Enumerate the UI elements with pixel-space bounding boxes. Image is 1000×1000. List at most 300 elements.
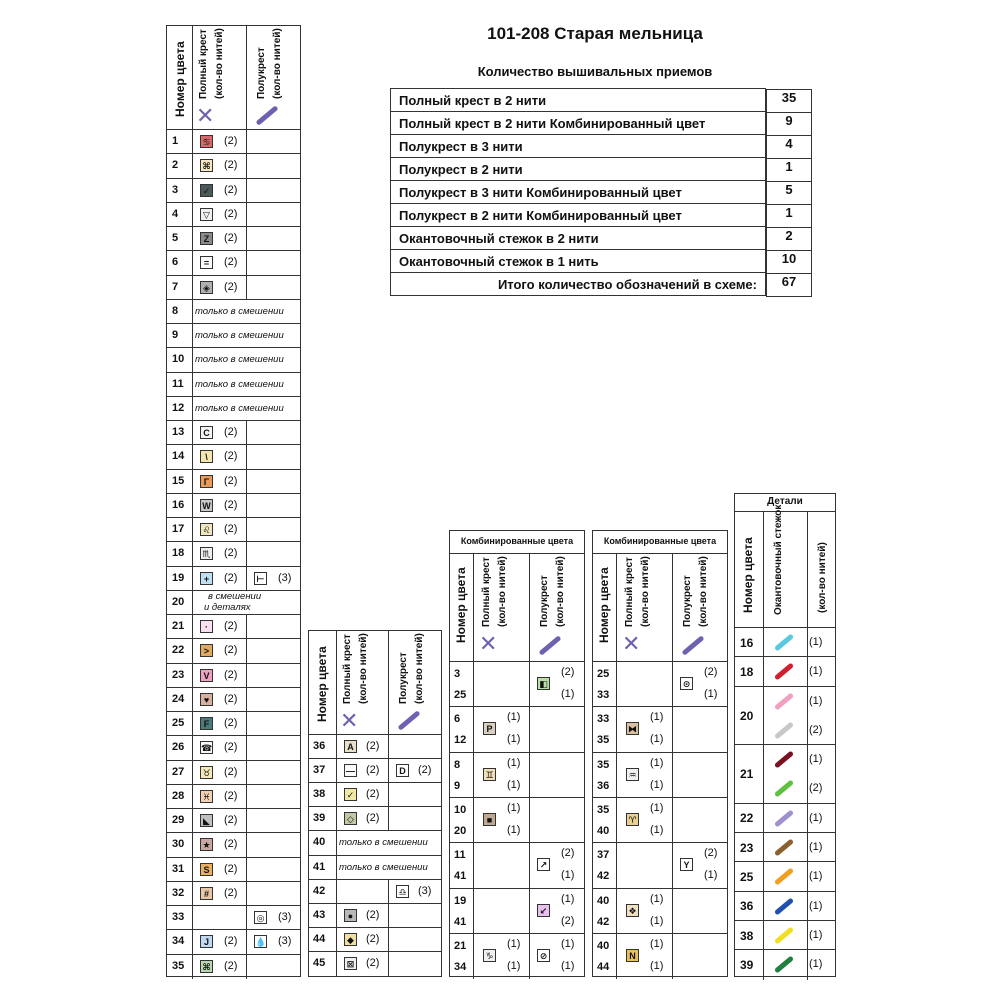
color-number: 32 — [172, 886, 185, 899]
thread-count: (2) — [224, 232, 238, 244]
stitch-symbol: ◈ — [200, 281, 213, 294]
cell-divider — [246, 276, 247, 300]
table-row — [167, 760, 300, 785]
thread-count: (1) — [809, 958, 823, 971]
thread-count: (2) — [224, 717, 238, 729]
cell-divider — [473, 889, 474, 934]
summary-value: 10 — [766, 250, 812, 274]
table-row — [593, 888, 727, 934]
stitch-symbol: ◆ — [344, 933, 357, 946]
table-row — [167, 687, 300, 712]
header-full-cross: Полный крест — [342, 634, 353, 704]
header-threads: (кол-во нитей) — [817, 542, 828, 613]
stitch-symbol: Γ — [200, 475, 213, 488]
cell-divider — [336, 856, 337, 880]
cell-divider — [246, 955, 247, 979]
thread-count: (2) — [224, 207, 238, 220]
stitch-symbol: P — [483, 722, 496, 735]
cell-divider — [336, 807, 337, 831]
table-row — [593, 752, 727, 798]
thread-count: (1) — [507, 756, 521, 769]
cell-divider — [192, 833, 193, 857]
thread-count: (2) — [366, 788, 380, 801]
half-cross-icon — [397, 710, 420, 731]
thread-count: (2) — [224, 789, 238, 802]
full-cross-icon: ✕ — [196, 103, 215, 128]
color-number: 40 — [597, 939, 610, 952]
only-mix-label: только в смешении — [195, 378, 284, 390]
color-number: 25 — [597, 668, 610, 680]
table-row — [167, 566, 300, 591]
thread-count: (2) — [224, 450, 238, 463]
cell-divider — [473, 662, 474, 707]
stitch-symbol: ♉ — [200, 766, 213, 779]
cell-divider — [529, 934, 530, 979]
border-stitch-line — [774, 634, 794, 652]
thread-count: (1) — [507, 959, 521, 972]
cell-divider — [192, 130, 193, 154]
table-row — [167, 469, 300, 494]
cell-divider — [388, 928, 389, 952]
cell-divider — [763, 921, 764, 950]
stitch-symbol: ⧓ — [628, 724, 637, 735]
thread-count: (1) — [561, 959, 575, 972]
color-number: 18 — [740, 664, 754, 679]
cell-divider — [246, 203, 247, 227]
color-number: 34 — [172, 935, 185, 948]
cell-divider — [672, 934, 673, 979]
table-row — [167, 372, 300, 397]
thread-count: (2) — [224, 547, 238, 560]
color-number: 44 — [313, 932, 326, 945]
color-number: 33 — [597, 689, 610, 701]
color-number: 12 — [454, 734, 467, 747]
cell-divider — [192, 470, 193, 494]
thread-count: (1) — [809, 694, 823, 707]
combined-colors-title: Комбинированные цвета — [603, 536, 717, 546]
color-number: 11 — [454, 849, 466, 862]
color-number: 23 — [172, 668, 185, 681]
color-number: 43 — [313, 908, 326, 921]
cell-divider — [192, 591, 193, 615]
summary-label: Полный крест в 2 нити Комбинированный цвет — [391, 112, 766, 135]
cell-divider — [473, 934, 474, 979]
thread-count: (1) — [650, 937, 664, 950]
cell-divider — [807, 921, 808, 950]
color-number: 34 — [454, 960, 467, 973]
header-separator — [593, 553, 727, 554]
table-row — [450, 888, 584, 934]
main-color-key — [166, 25, 301, 977]
table-row — [167, 153, 300, 178]
stitch-symbol: ❖ — [626, 904, 639, 917]
color-number: 18 — [172, 547, 185, 560]
cell-divider — [529, 753, 530, 798]
color-number: 38 — [313, 788, 326, 801]
summary-value: 5 — [766, 181, 812, 205]
thread-count: (1) — [561, 937, 575, 950]
thread-count: (1) — [650, 823, 664, 836]
header-color-number: Номер цвета — [173, 41, 187, 117]
header-full-cross: Полный крест — [624, 557, 635, 627]
cell-divider — [192, 712, 193, 736]
color-number: 22 — [172, 644, 185, 657]
cell-divider — [246, 421, 247, 445]
cell-divider — [246, 785, 247, 809]
stitch-symbol: · — [200, 620, 213, 633]
cell-divider — [192, 421, 193, 445]
color-number: 13 — [172, 426, 185, 438]
table-row — [167, 663, 300, 688]
cell-divider — [246, 154, 247, 178]
thread-count: (1) — [561, 892, 575, 905]
cell-divider — [192, 348, 193, 372]
cell-divider — [246, 906, 247, 930]
cell-divider — [616, 934, 617, 979]
thread-count: (3) — [278, 911, 292, 923]
color-number: 30 — [172, 838, 185, 851]
thread-count: (1) — [650, 801, 664, 814]
stitch-symbol: ⌘ — [200, 159, 213, 172]
cell-divider — [388, 880, 389, 904]
cell-divider — [763, 628, 764, 657]
table-row — [735, 949, 835, 979]
cell-divider — [616, 798, 617, 843]
cell-divider — [807, 833, 808, 862]
cell-divider — [192, 785, 193, 809]
color-number: 6 — [172, 256, 179, 269]
cell-divider — [616, 753, 617, 798]
color-number: 25 — [172, 717, 185, 729]
cell-divider — [246, 930, 247, 954]
color-number: 12 — [172, 401, 185, 414]
only-mix-label: только в смешении — [195, 354, 284, 366]
cell-divider — [246, 518, 247, 542]
color-number: 25 — [740, 870, 754, 885]
stitch-symbol: N — [626, 949, 639, 962]
only-mix-label: только в смешении — [195, 330, 284, 341]
cell-divider — [616, 889, 617, 934]
half-stitch-symbol: ♎ — [396, 885, 409, 898]
thread-count: (1) — [507, 937, 521, 950]
thread-count: (1) — [561, 869, 575, 882]
details-key — [734, 493, 836, 977]
color-number: 35 — [597, 758, 610, 771]
cell-divider — [246, 615, 247, 639]
table-row — [735, 627, 835, 657]
cell-divider — [192, 203, 193, 227]
table-row — [309, 758, 441, 783]
thread-count: (2) — [366, 740, 380, 752]
cell-divider — [807, 687, 808, 746]
stitch-symbol: ♑ — [483, 949, 496, 962]
color-number: 2 — [172, 159, 179, 172]
table-row — [167, 323, 300, 348]
stitch-symbol: J — [200, 935, 213, 948]
color-number: 9 — [172, 329, 179, 341]
header-separator — [450, 553, 584, 554]
cell-divider — [246, 470, 247, 494]
thread-count: (2) — [366, 956, 380, 969]
summary-row — [391, 181, 767, 204]
header-half-cross: Полукрест — [398, 652, 409, 704]
stitch-symbol: = — [200, 256, 213, 269]
cell-divider — [246, 179, 247, 203]
thread-count: (1) — [561, 688, 575, 700]
cell-divider — [807, 950, 808, 979]
thread-count: (1) — [650, 778, 664, 791]
summary-value: 2 — [766, 227, 812, 251]
cell-divider — [672, 798, 673, 843]
color-number: 10 — [454, 803, 467, 816]
thread-count: (2) — [224, 959, 238, 972]
color-number: 41 — [313, 860, 326, 873]
cell-divider — [246, 858, 247, 882]
summary-subtitle: Количество вышивальных приемов — [477, 64, 713, 79]
border-stitch-line — [774, 897, 794, 915]
color-number: 20 — [172, 595, 185, 608]
thread-count: (2) — [224, 426, 238, 438]
color-number: 36 — [597, 779, 610, 792]
stitch-symbol: ▽ — [200, 208, 213, 221]
cell-divider — [246, 664, 247, 688]
stitch-symbol: W — [200, 499, 213, 512]
border-stitch-line — [774, 956, 794, 974]
color-number: 20 — [740, 708, 754, 723]
cell-divider — [763, 833, 764, 862]
thread-count: (1) — [809, 665, 823, 678]
summary-label: Полукрест в 2 нити — [391, 158, 766, 181]
table-row — [309, 903, 441, 928]
header-border-stitch: Окантовочный стежок — [773, 504, 784, 615]
thread-count: (2) — [561, 666, 575, 678]
summary-label: Окантовочный стежок в 1 нить — [391, 250, 766, 273]
cell-divider — [246, 736, 247, 760]
stitch-symbol: ■ — [483, 813, 496, 826]
stitch-symbol: ♈ — [626, 813, 639, 826]
thread-count: (2) — [809, 782, 823, 795]
cell-divider — [246, 251, 247, 275]
summary-value: 9 — [766, 112, 812, 136]
summary-label: Полукрест в 3 нити Комбинированный цвет — [391, 181, 766, 204]
cell-divider — [192, 251, 193, 275]
cell-divider — [192, 300, 193, 324]
cell-divider — [192, 567, 193, 591]
color-number: 14 — [172, 450, 185, 463]
border-stitch-line — [774, 780, 794, 798]
cell-divider — [192, 179, 193, 203]
cell-divider — [192, 639, 193, 663]
summary-label: Окантовочный стежок в 2 нити — [391, 227, 766, 250]
color-number: 42 — [597, 915, 610, 928]
color-number: 31 — [172, 862, 185, 875]
color-number: 21 — [172, 620, 185, 632]
color-number: 5 — [172, 232, 179, 244]
header-threads: (кол-во нитей) — [698, 556, 709, 627]
half-cross-icon — [538, 635, 561, 656]
color-number: 17 — [172, 523, 185, 535]
thread-count: (2) — [224, 741, 238, 754]
thread-count: (2) — [224, 523, 238, 535]
thread-count: (1) — [650, 959, 664, 972]
cell-divider — [388, 783, 389, 807]
summary-value: 1 — [766, 158, 812, 182]
header-divider — [388, 631, 389, 734]
header-divider — [336, 631, 337, 734]
color-number: 42 — [597, 870, 610, 883]
summary-row — [391, 250, 767, 273]
cell-divider — [388, 807, 389, 831]
cell-divider — [763, 687, 764, 746]
cell-divider — [807, 657, 808, 686]
cell-divider — [246, 761, 247, 785]
color-number: 45 — [313, 956, 326, 969]
details-title: Детали — [767, 496, 803, 507]
table-row — [593, 842, 727, 888]
table-row — [309, 806, 441, 831]
summary-total-value: 67 — [766, 273, 812, 297]
cell-divider — [473, 707, 474, 752]
half-stitch-symbol: ◧ — [537, 677, 550, 690]
thread-count: (2) — [224, 838, 238, 851]
cell-divider — [192, 736, 193, 760]
color-number: 4 — [172, 207, 179, 220]
cell-divider — [192, 955, 193, 979]
color-number: 1 — [172, 135, 179, 147]
cell-divider — [246, 494, 247, 518]
thread-count: (2) — [418, 764, 432, 777]
cell-divider — [672, 753, 673, 798]
table-row — [450, 797, 584, 843]
color-number: 41 — [454, 915, 467, 928]
color-number: 16 — [172, 498, 185, 511]
thread-count: (1) — [809, 811, 823, 824]
cell-divider — [672, 707, 673, 752]
table-row — [309, 879, 441, 904]
table-row — [167, 832, 300, 857]
table-row — [309, 855, 441, 880]
cell-divider — [807, 745, 808, 804]
header-threads: (кол-во нитей) — [497, 556, 508, 627]
color-number: 11 — [172, 377, 184, 390]
full-cross-icon: ✕ — [622, 631, 641, 656]
table-row — [735, 832, 835, 862]
table-row — [167, 711, 300, 736]
combined-colors-key-1 — [449, 530, 585, 977]
header-separator — [735, 511, 835, 512]
color-number: 23 — [740, 840, 754, 855]
color-number: 38 — [740, 928, 754, 943]
only-mix-label: только в смешении — [195, 305, 284, 317]
color-number: 26 — [172, 741, 185, 754]
header-threads: (кол-во нитей) — [555, 556, 566, 627]
cell-divider — [192, 276, 193, 300]
color-number: 37 — [313, 764, 326, 777]
table-row — [593, 797, 727, 843]
thread-count: (1) — [507, 733, 521, 746]
table-row — [167, 129, 300, 154]
summary-label: Полный крест в 2 нити — [391, 89, 766, 112]
thread-count: (2) — [224, 765, 238, 778]
stitch-symbol: S — [200, 863, 213, 876]
cell-divider — [192, 906, 193, 930]
table-row — [309, 830, 441, 855]
thread-count: (1) — [704, 869, 718, 882]
header-color-number: Номер цвета — [454, 567, 468, 643]
half-stitch-symbol: ⊢ — [254, 572, 267, 585]
stitch-symbol: + — [200, 572, 213, 585]
thread-count: (2) — [224, 620, 238, 632]
stitch-symbol: \ — [200, 450, 213, 463]
cell-divider — [336, 880, 337, 904]
table-row — [167, 881, 300, 906]
half-stitch-symbol: ⊘ — [537, 949, 550, 962]
cell-divider — [529, 662, 530, 707]
header-full-cross: Полный крест — [198, 29, 209, 99]
table-row — [450, 752, 584, 798]
cell-divider — [336, 904, 337, 928]
border-stitch-line — [774, 663, 794, 681]
cell-divider — [336, 831, 337, 855]
cell-divider — [763, 950, 764, 979]
color-number: 19 — [454, 894, 467, 907]
half-cross-icon — [681, 635, 704, 656]
thread-count: (2) — [366, 764, 380, 777]
table-row — [167, 638, 300, 663]
stitch-symbol: ● — [344, 909, 357, 922]
table-row — [735, 686, 835, 746]
color-number: 21 — [454, 939, 467, 952]
table-row — [167, 808, 300, 833]
summary-row — [391, 158, 767, 181]
table-row — [167, 178, 300, 203]
cell-divider — [192, 858, 193, 882]
color-number: 8 — [454, 758, 461, 771]
cell-divider — [192, 518, 193, 542]
color-number: 21 — [740, 767, 754, 782]
full-cross-icon: ✕ — [479, 631, 498, 656]
only-mix-label: только в смешении — [195, 402, 284, 414]
stitch-symbol: ♒ — [626, 768, 639, 781]
cell-divider — [473, 798, 474, 843]
cell-divider — [246, 130, 247, 154]
cell-divider — [616, 662, 617, 707]
cell-divider — [763, 657, 764, 686]
combined-colors-title: Комбинированные цвета — [460, 536, 574, 546]
stitch-symbol: F — [200, 717, 213, 730]
stitch-symbol: ♋ — [200, 135, 213, 148]
thread-count: (2) — [224, 935, 238, 948]
summary-row — [391, 227, 767, 250]
second-color-key — [308, 630, 442, 977]
header-threads: (кол-во нитей) — [414, 633, 425, 704]
color-number: 44 — [597, 960, 610, 973]
thread-count: (2) — [224, 135, 238, 147]
cell-divider — [246, 882, 247, 906]
thread-count: (2) — [224, 571, 238, 584]
thread-count: (2) — [704, 666, 718, 678]
stitch-symbol: A — [344, 740, 357, 753]
cell-divider — [336, 735, 337, 759]
cell-divider — [246, 809, 247, 833]
color-number: 35 — [597, 734, 610, 747]
thread-count: (2) — [224, 814, 238, 826]
color-number: 40 — [313, 836, 326, 849]
cell-divider — [529, 843, 530, 888]
cell-divider — [473, 843, 474, 888]
header-divider — [763, 511, 764, 627]
header-color-number: Номер цвета — [597, 567, 611, 643]
